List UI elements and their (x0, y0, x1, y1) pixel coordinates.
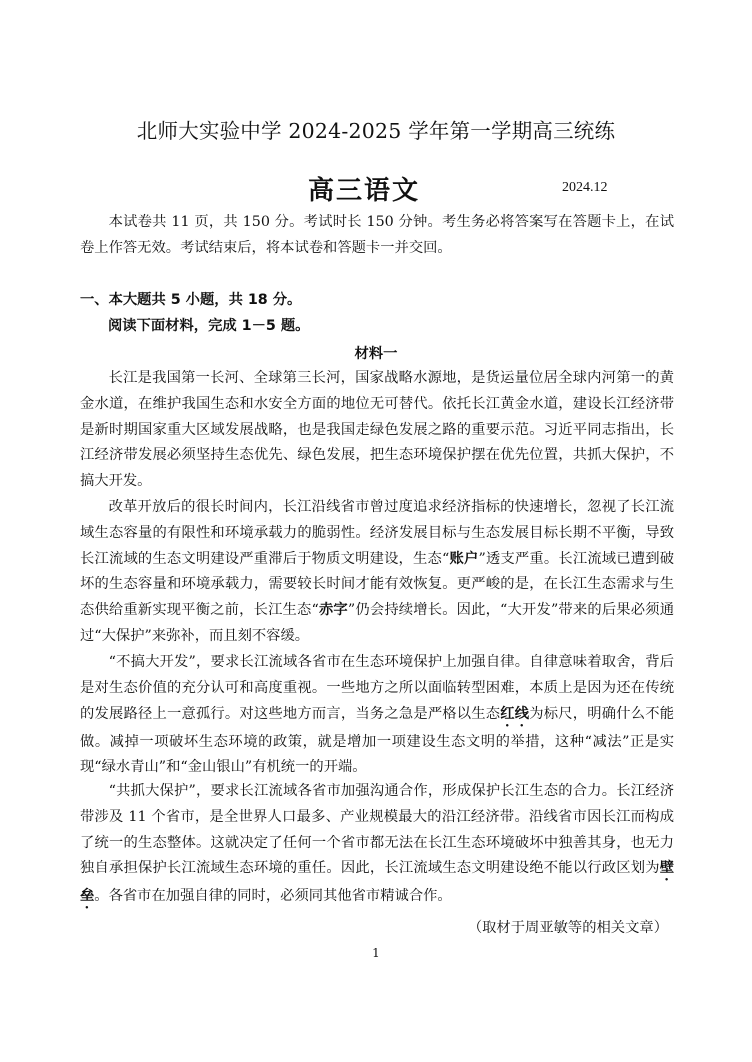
paragraph-2 (80, 495, 674, 650)
exam-date: 2024.12 (562, 180, 608, 195)
page-number: 1 (372, 946, 380, 960)
keyword-redline: 红线 (500, 705, 530, 722)
paragraph-2-text-c: ”仍会持续增长。因此，“大开发”带来的后果必须通过“大保护”来弥补，而且刻不容缓。 (80, 602, 674, 644)
exam-instructions: 本试卷共 11 页，共 150 分。考试时长 150 分钟。考生务必将答案写在答题卡上，在试卷上作答无效。考试结束后，将本试卷和答题卡一并交回。 (80, 214, 674, 256)
paragraph-4 (80, 779, 674, 912)
paragraph-2-text-a: 改革开放后的很长时间内，长江沿线省市曾过度追求经济指标的快速增长，忽视了长江流域生态容量的有限性和环境承载力的脆弱性。经济发展目标与生态发展目标长期不平衡，导致长江流域的生态文明建设严重滞后于物质文明建设，生态“ (80, 499, 674, 567)
keyword-account: 账户 (449, 550, 479, 567)
keyword-barrier: 壁垒 (80, 860, 674, 905)
keyword-deficit: 赤字 (318, 602, 348, 619)
material-title: 材料一 (354, 346, 398, 362)
source-citation: （取材于周亚敏等的相关文章） (467, 920, 668, 936)
exam-title: 北师大实验中学 2024-2025 学年第一学期高三统练 (136, 119, 616, 143)
paragraph-3-text-b: 为标尺，明确什么不能做。减掉一项破坏生态环境的政策，就是增加一项建设生态文明的举措，这种“减法”正是实现“绿水青山”和“金山银山”有机统一的开端。 (80, 705, 675, 776)
paragraph-2-text-b: ”透支严重。长江流域已遭到破坏的生态容量和环境承载力，需要较长时间才能有效恢复。更严峻的是，在长江生态需求与生态供给重新实现平衡之前，长江生态“ (80, 550, 675, 619)
subject-title: 高三语文 (308, 176, 421, 206)
reading-instruction: 阅读下面材料，完成 1－5 题。 (108, 318, 310, 334)
paragraph-4-text-b: 。各省市在加强自律的同时，必须同其他省市精诚合作。 (94, 888, 452, 905)
subject-row (0, 170, 752, 204)
paragraph-1: 长江是我国第一长河、全球第三长河，国家战略水源地，是货运量位居全球内河第一的黄金水道，在维护我国生态和水安全方面的地位无可替代。依托长江黄金水道，建设长江经济带是新时期国家重大区域发展战略，也是我国走绿色发展之路的重要示范。习近平同志指出，长江经济带发展必须坚持生态优先、绿色发展，把生态环境保护摆在优先位置，共抓大保护，不搞大开发。 (80, 370, 674, 490)
paragraph-3 (80, 650, 674, 781)
section-heading: 一、本大题共 5 小题，共 18 分。 (80, 292, 302, 308)
paragraph-3-text-a: “不搞大开发”，要求长江流域各省市在生态环境保护上加强自律。自律意味着取舍，背后是对生态价值的充分认可和高度重视。一些地方之所以面临转型困难，本质上是因为还在传统的发展路径上一意孤行。对这些地方而言，当务之急是严格以生态 (80, 654, 674, 722)
paragraph-4-text-a: “共抓大保护”，要求长江流域各省市加强沟通合作，形成保护长江生态的合力。长江经济带涉及 11 个省市，是全世界人口最多、产业规模最大的沿江经济带。沿线省市因长江而构成了统一的生态整体。这就决定了任何一个省市都无法在长江生态环境破坏中独善其身，也无力独自承担保护长江流域生态环境的重任。因此，长江流域生态文明建设绝不能以行政区划为 (80, 783, 674, 877)
